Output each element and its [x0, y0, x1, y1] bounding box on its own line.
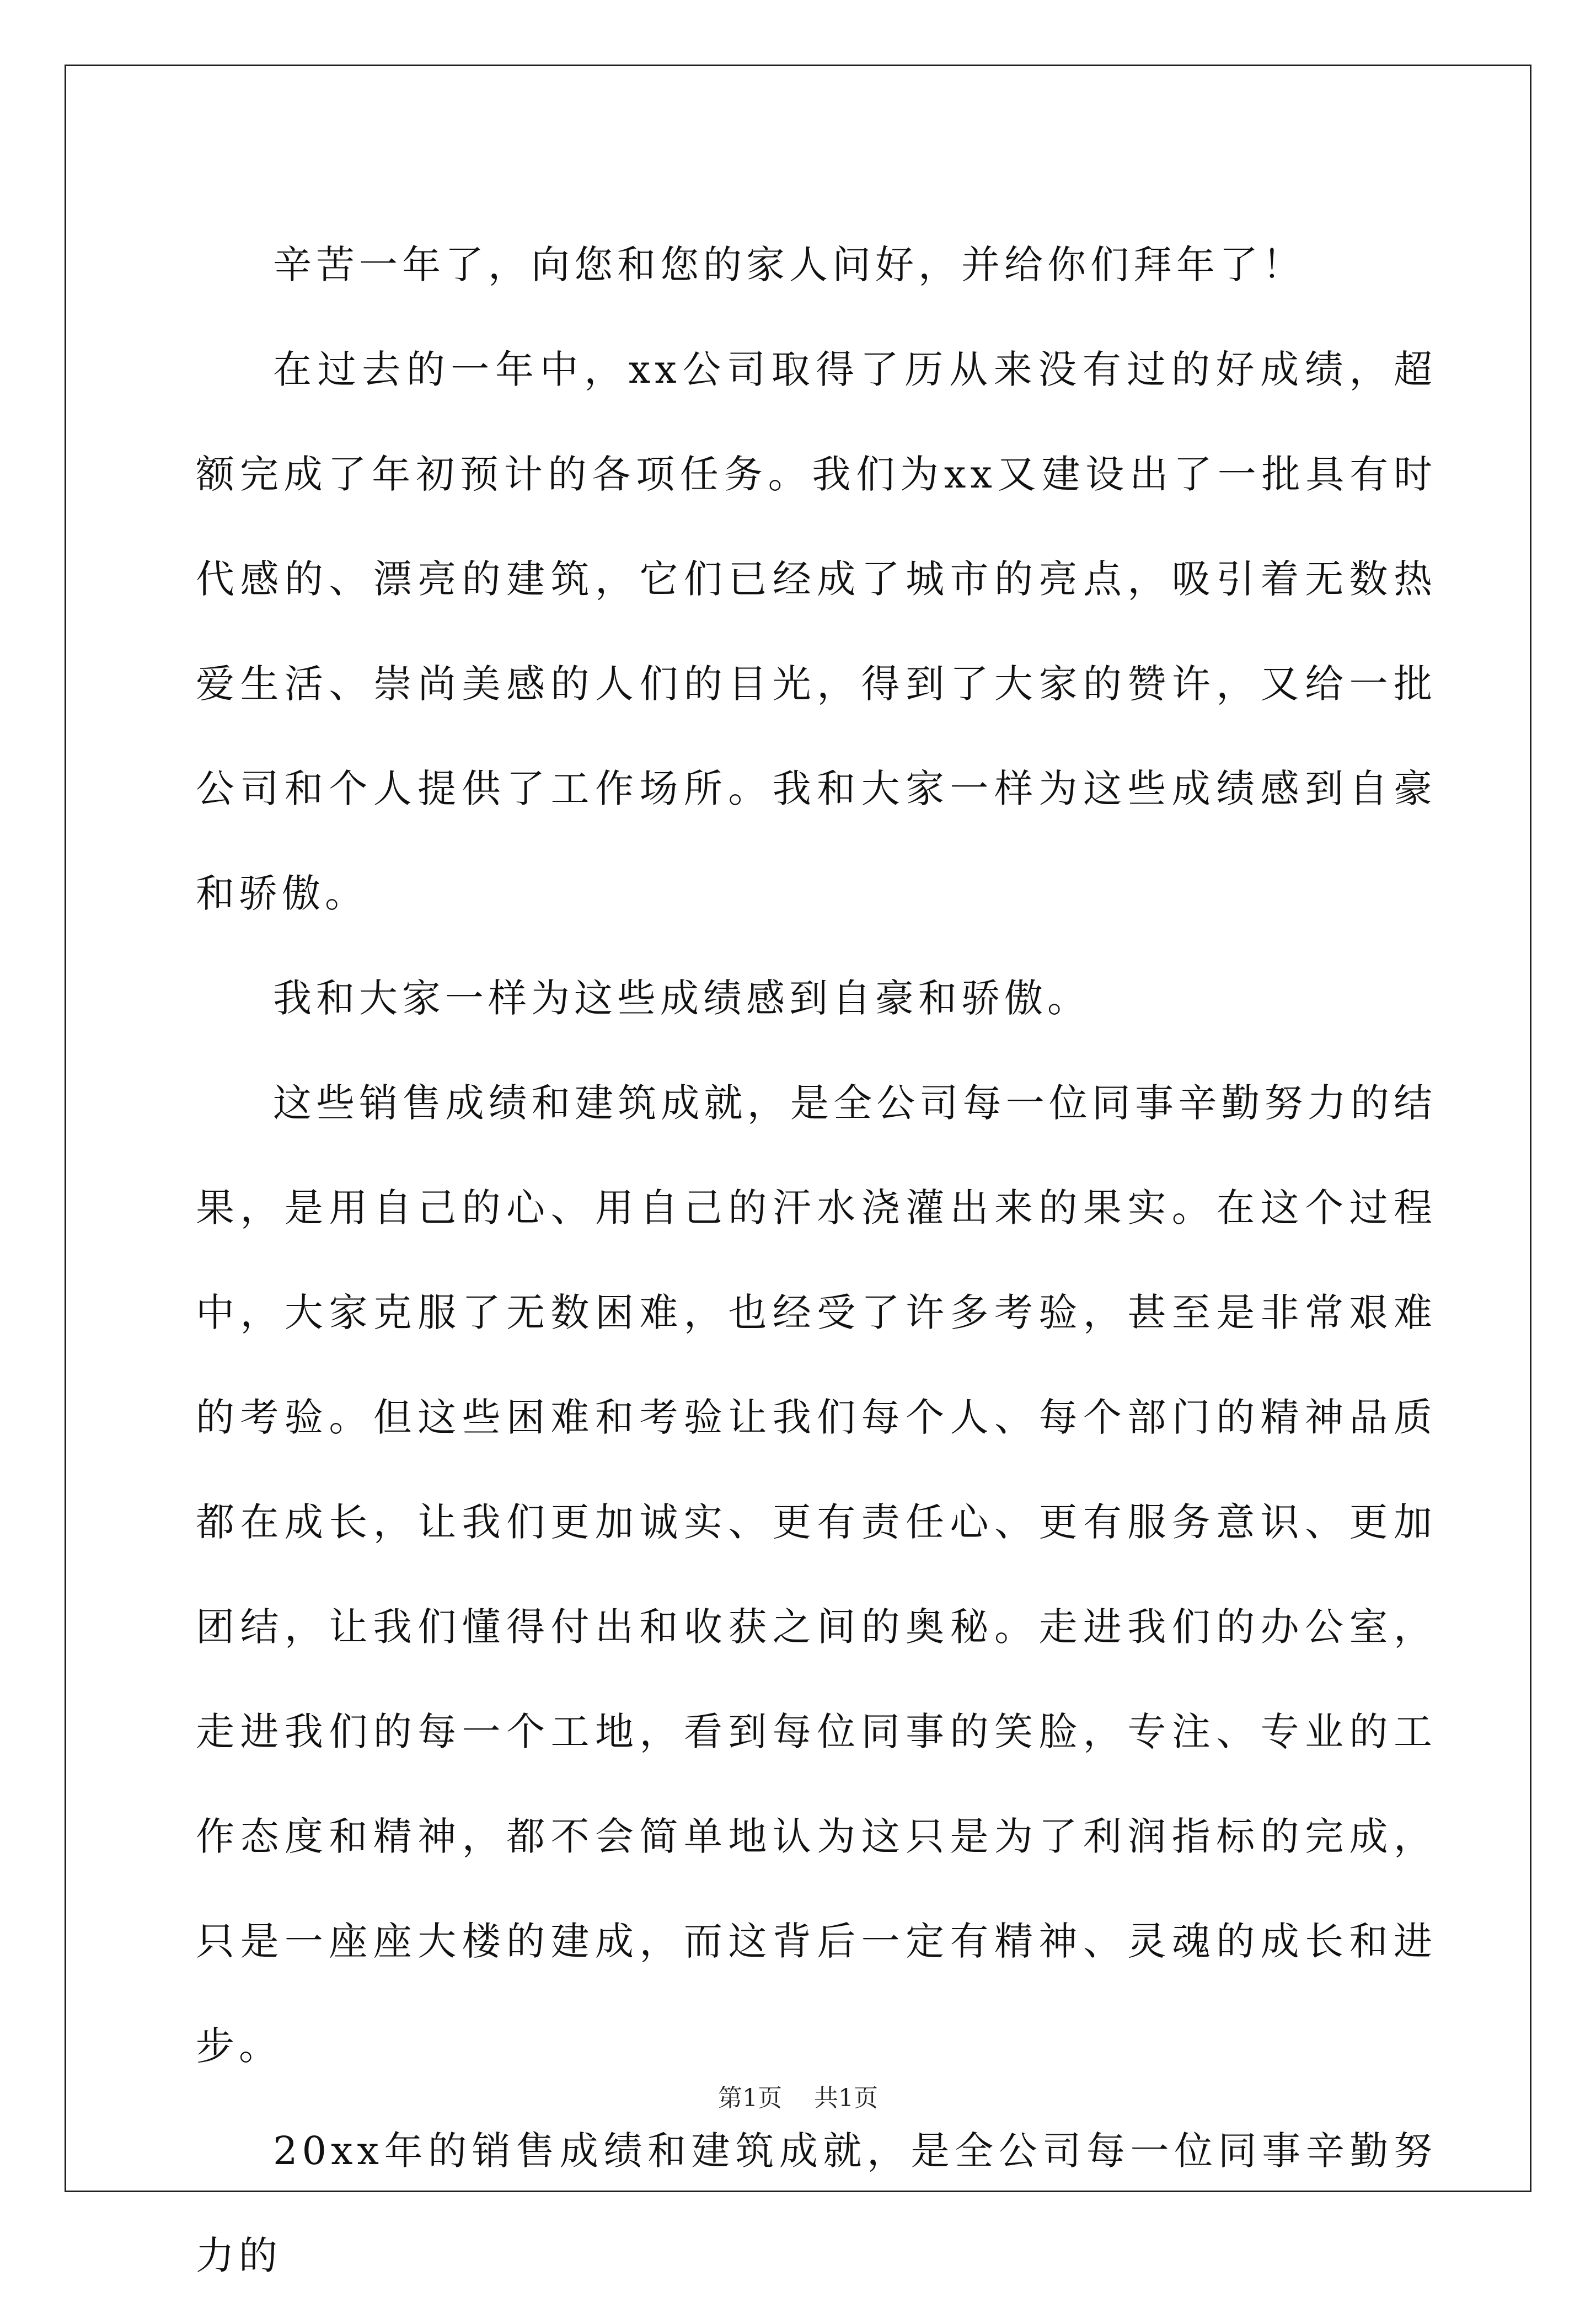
paragraph-effort: 这些销售成绩和建筑成就，是全公司每一位同事辛勤努力的结果，是用自己的心、用自己的汗水浇灌出来的果实。在这个过程中，大家克服了无数困难，也经受了许多考验，甚至是非常艰难的考验。但这些困难和考验让我们每个人、每个部门的精神品质都在成长，让我们更加诚实、更有责任心、更有服务意识、更加团结，让我们懂得付出和收获之间的奥秘。走进我们的办公室，走进我们的每一个工地，看到每位同事的笑脸，专注、专业的工作态度和精神，都不会简单地认为这只是为了利润指标的完成，只是一座座大楼的建成，而这背后一定有精神、灵魂的成长和进步。	[196, 1080, 1437, 2069]
document-body	[196, 212, 1437, 2308]
paragraph-pride: 我和大家一样为这些成绩感到自豪和骄傲。	[273, 976, 1090, 1021]
page-footer	[0, 2082, 1596, 2115]
paragraph-sales: 20xx年的销售成绩和建筑成就，是全公司每一位同事辛勤努力的	[196, 2128, 1437, 2278]
paragraph-greeting: 辛苦一年了，向您和您的家人问好，并给你们拜年了！	[273, 242, 1305, 287]
page-number: 第1页	[718, 2084, 782, 2112]
page-total: 共1页	[814, 2084, 878, 2112]
paragraph-achievements: 在过去的一年中，xx公司取得了历从来没有过的好成绩，超额完成了年初预计的各项任务。我们为xx又建设出了一批具有时代感的、漂亮的建筑，它们已经成了城市的亮点，吸引着无数热爱生活、崇尚美感的人们的目光，得到了大家的赞许，又给一批公司和个人提供了工作场所。我和大家一样为这些成绩感到自豪和骄傲。	[196, 347, 1437, 916]
